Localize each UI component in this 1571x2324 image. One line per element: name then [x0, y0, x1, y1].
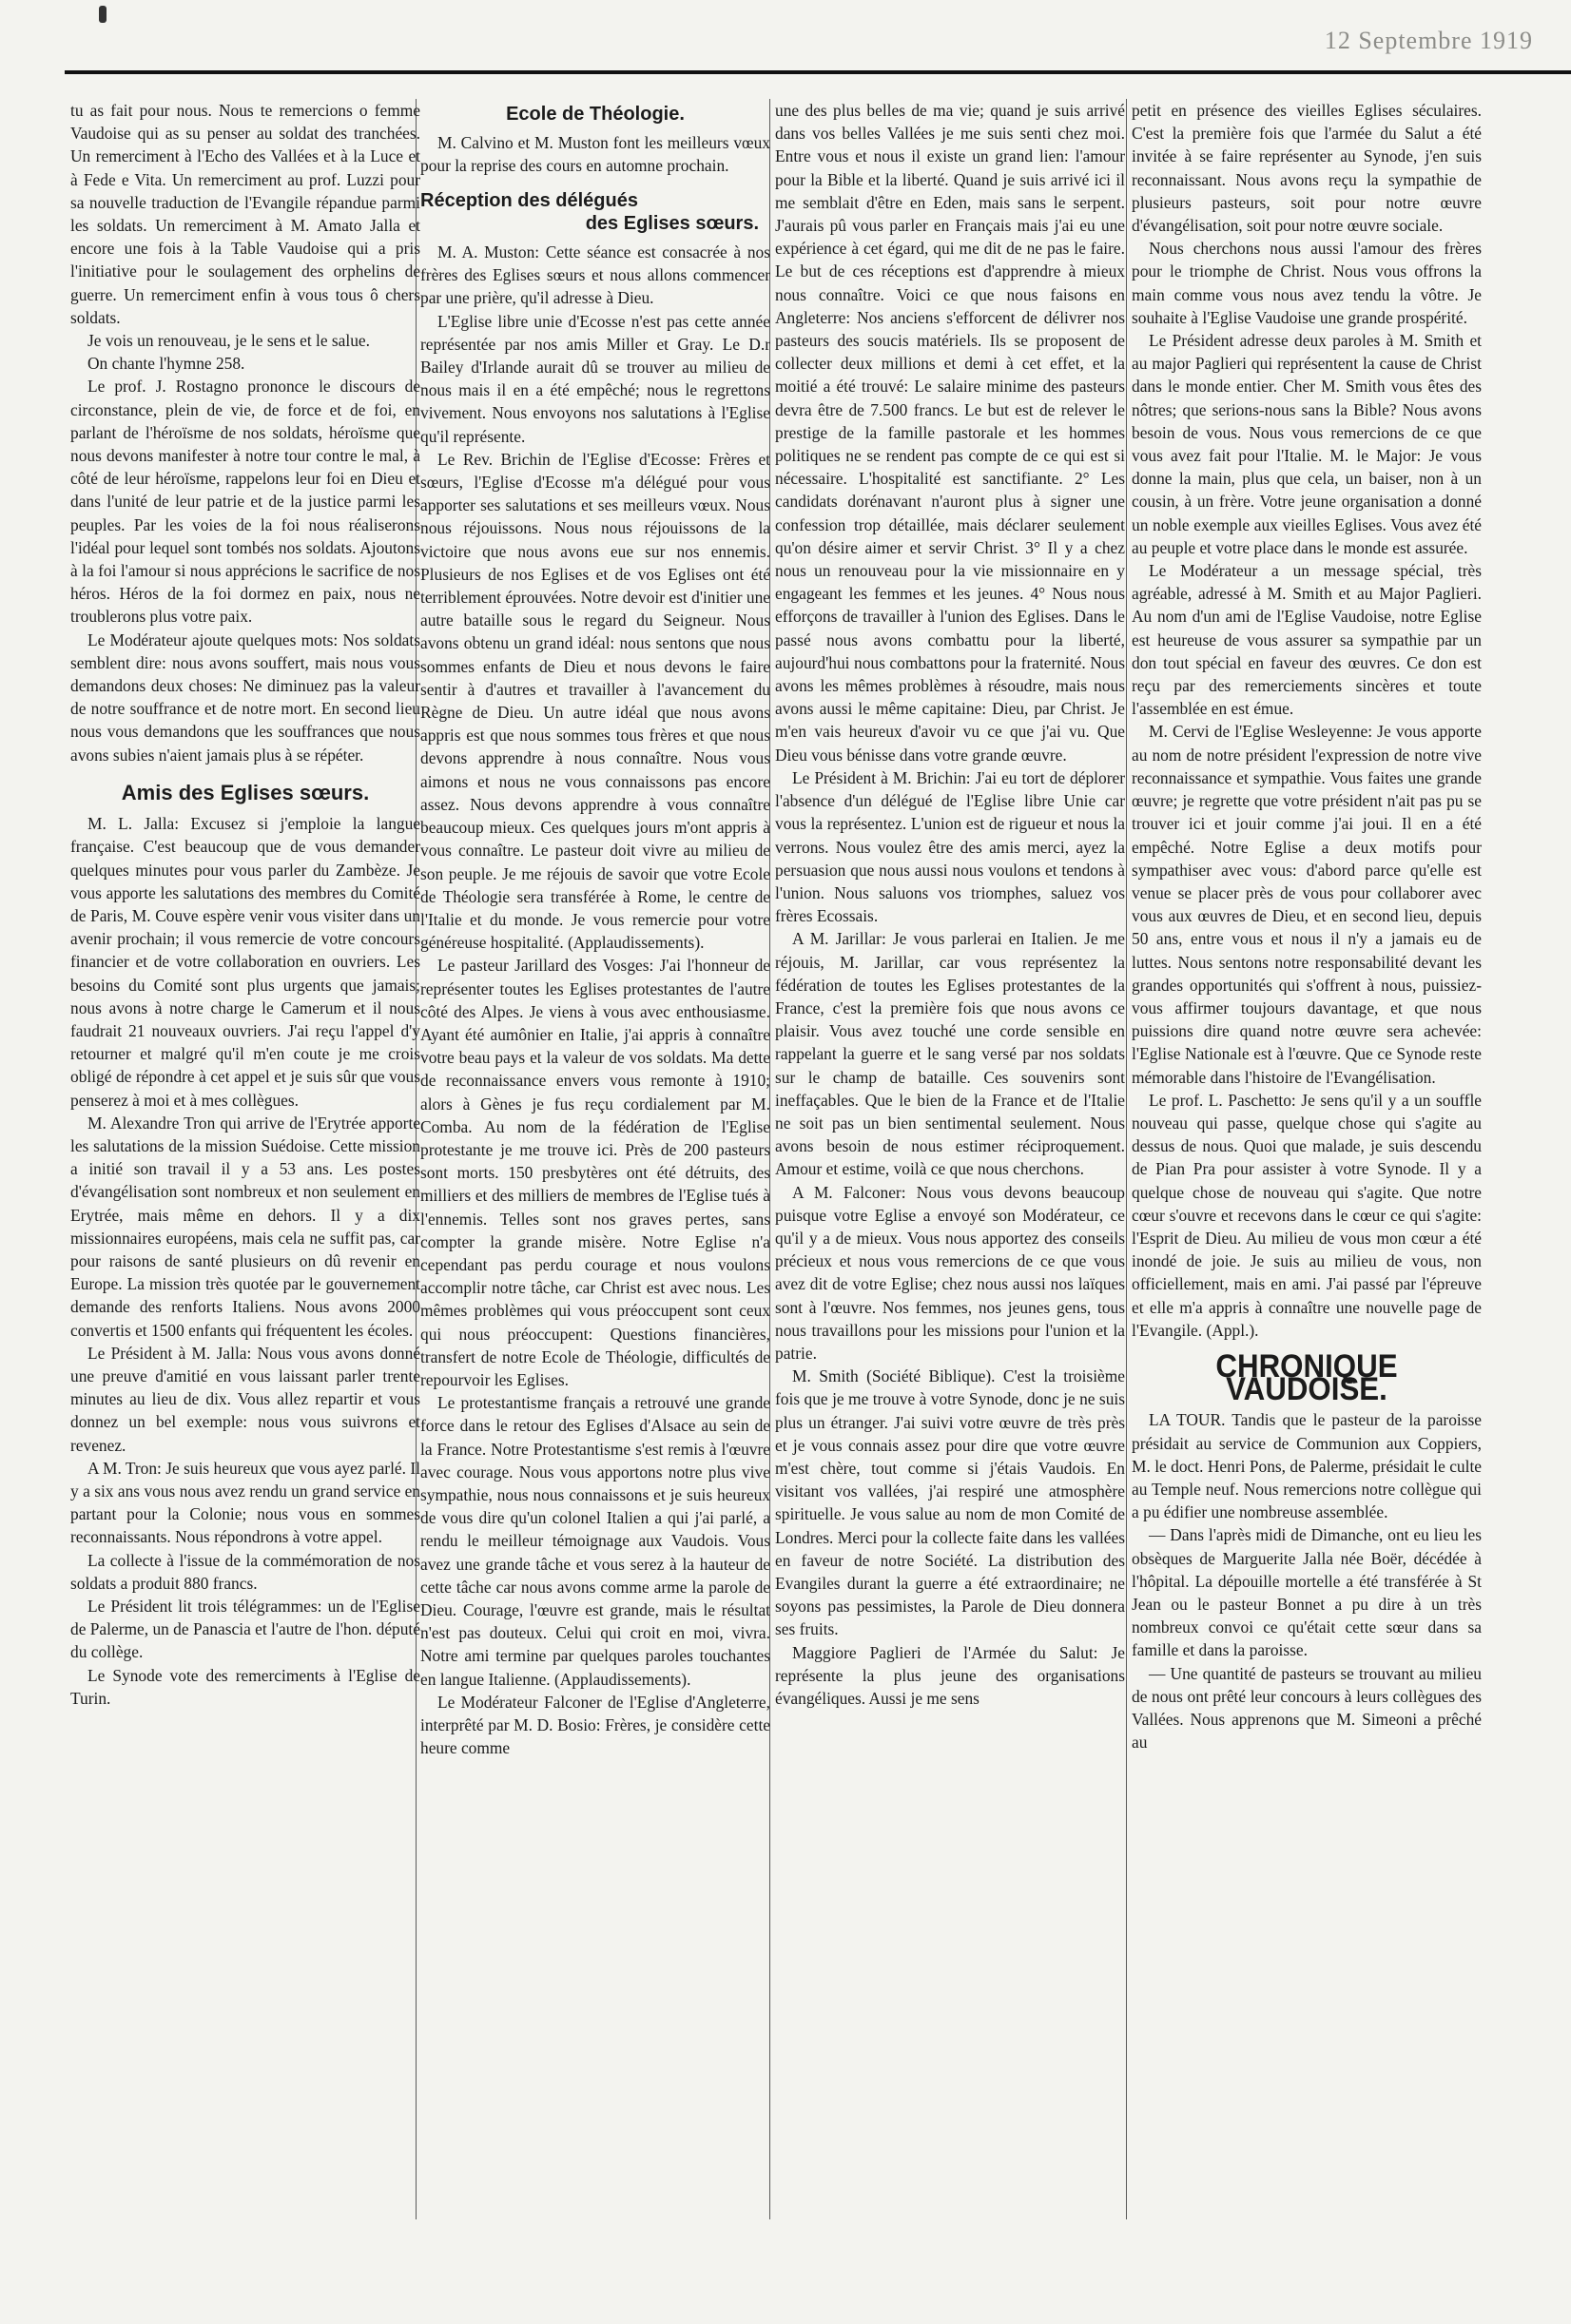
header-rule	[65, 70, 1571, 74]
paragraph: M. A. Muston: Cette séance est consacrée à nos frères des Eglises sœurs et nous allons commencer par une prière, qu'il adresse à Dieu.	[420, 242, 770, 308]
issue-date: 12 Septembre 1919	[1324, 27, 1533, 54]
paragraph: Le Président adresse deux paroles à M. Smith et au major Paglieri qui représentent la cause de Christ dans le monde entier. Cher M. Smith vous êtes des nôtres; que serions-nous sans la Bible? Nous avons besoin de vous. Nous vous remercions de ce que vous avez fait pour l'Italie. M. le Major: Je vous donne la main, plus que cela, un baiser, non à un cousin, à un frère. Votre jeune organisation a donné un noble exemple aux vieilles Eglises. Vous avez été au peuple et votre place dans le monde est assurée.	[1132, 331, 1482, 557]
section-heading: Ecole de Théologie.	[506, 104, 685, 125]
section-heading: Réception des délégués	[420, 189, 638, 211]
paragraph: A M. Jarillar: Je vous parlerai en Italien. Je me réjouis, M. Jarillar, car vous représentez la fédération de toutes les Eglises protestantes de la France, c'est la première fois que nous avons ce plaisir. Vous avez touché une corde sensible en rappelant la guerre et le sang versé par nos soldats sur le champ de bataille. Ces souvenirs sont ineffaçables. Que le bien de la France et de l'Italie ne soit pas un bien sentimental seulement. Nous avons besoin de nous estimer réciproquement. Amour et estime, voilà ce que nous cherchons.	[775, 929, 1125, 1179]
chronicle-heading: CHRONIQUE VAUDOISE.	[1215, 1347, 1398, 1408]
paragraph: Le Synode vote des remerciments à l'Eglise de Turin.	[70, 1665, 420, 1708]
paragraph: — Une quantité de pasteurs se trouvant au milieu de nous ont prêté leur concours à leurs collègues des Vallées. Nous apprenons que M. Simeoni a prêché au	[1132, 1663, 1482, 1753]
paragraph: Le Président lit trois télégrammes: un de l'Eglise de Palerme, un de Panascia et l'autre de l'hon. député du collège.	[70, 1597, 420, 1662]
paragraph: Le Rev. Brichin de l'Eglise d'Ecosse: Frères et sœurs, l'Eglise d'Ecosse m'a délégué pour vous apporter ses salutations et ses meilleurs vœux. Nous nous réjouissons. Nous nous réjouissons de la victoire que nous avons eue sur nos ennemis. Plusieurs de nos Eglises et de vos Eglises ont été terriblement éprouvées. Notre devoir est d'initier une autre bataille sous le regard du Seigneur. Nous avons obtenu un grand idéal: nous sentons que nous sommes enfants de Dieu et nous devons le faire sentir à d'autres et travailler à l'avancement du Règne de Dieu. Un autre idéal que nous avons appris est que nous sommes tous frères et que nous devons apprendre à nous connaître. Nous vous aimons et nous ne vous connaissons pas encore assez. Nous devons apprendre à vous connaître beaucoup mieux. Ces quelques jours m'ont appris à vous connaître. Le pasteur doit vivre au milieu de son peuple. Je me réjouis de savoir que votre Ecole de Théologie sera transférée à Rome, le centre de l'Italie et du monde. Je vous remercie pour votre généreuse hospitalité. (Applaudissements).	[420, 449, 770, 953]
paragraph: Je vois un renouveau, je le sens et le salue.	[87, 331, 370, 351]
section-heading: Amis des Eglises sœurs.	[121, 780, 370, 804]
column-3	[775, 99, 1125, 2219]
column-divider	[1126, 99, 1127, 2219]
paragraph: Le Modérateur Falconer de l'Eglise d'Angleterre, interprêté par M. D. Bosio: Frères, je considère cette heure comme	[420, 1692, 770, 1758]
paragraph: petit en présence des vieilles Eglises séculaires. C'est la première fois que l'armée du Salut a été invitée à se faire représenter au Synode, j'en suis reconnaissant. Nous avons reçu la sympathie de plusieurs pasteurs, soit pour notre œuvre d'évangélisation, soit pour notre œuvre sociale.	[1132, 101, 1482, 236]
paragraph: LA TOUR. Tandis que le pasteur de la paroisse présidait au service de Communion aux Coppiers, M. le doct. Henri Pons, de Palerme, présidait le culte au Temple neuf. Nous remercions notre collègue qui a pu édifier une nombreuse assemblée.	[1132, 1410, 1482, 1522]
paragraph: M. Alexandre Tron qui arrive de l'Erytrée apporte les salutations de la mission Suédoise. Cette mission a initié son travail il y a 53 ans. Les postes d'évangélisation sont nombreux et non seulement en Erytrée, mais même en dehors. Il y a dix missionnaires européens, mais cela ne suffit pas, car pour raisons de santé plusieurs on dû revenir en Europe. La mission très quotée par le gouvernement demande des renforts Italiens. Nous avons 2000 convertis et 1500 enfants qui fréquentent les écoles.	[70, 1113, 420, 1340]
paragraph: Le pasteur Jarillard des Vosges: J'ai l'honneur de représenter toutes les Eglises protestantes de l'autre côté des Alpes. Je viens à vous avec enthousiasme. Ayant été aumônier en Italie, j'ai appris à connaître votre beau pays et la valeur de vos soldats. Ma dette de reconnaissance envers vous remonte à 1910; alors à Gènes je fus reçu cordialement par M. Comba. Au nom de la fédération de l'Eglise protestante je me trouve ici. Près de 200 pasteurs sont morts. 150 presbytères ont été détruits, des milliers et des milliers de membres de l'Eglise tués à l'ennemis. Telles sont nos graves pertes, sans compter la grande misère. Notre Eglise n'a cependant pas perdu courage et nous voulons accomplir notre tâche, car Christ est avec nous. Les mêmes problèmes qui vous préoccupent sont ceux qui nous préoccupent: Questions financières, transfert de notre Ecole de Théologie, difficultés de repourvoir les Eglises.	[420, 956, 770, 1389]
scan-speck	[99, 6, 107, 23]
paragraph: M. Smith (Société Biblique). C'est la troisième fois que je me trouve à votre Synode, donc je ne suis plus un étranger. J'ai suivi votre œuvre de très près et je vous connais assez pour dire que votre œuvre m'est chère, tout comme si j'étais Vaudois. En visitant vos vallées, j'ai respiré une atmosphère spirituelle. Je vous salue au nom de mon Comité de Londres. Merci pour la collecte faite dans les vallées en faveur de notre Société. La distribution des Evangiles durant la guerre a été extraordinaire; ne soyons pas pessimistes, la Parole de Dieu donnera ses fruits.	[775, 1366, 1125, 1639]
paragraph: — Dans l'après midi de Dimanche, ont eu lieu les obsèques de Marguerite Jalla née Boër, décédée à l'hôpital. La dépouille mortelle a été transférée à St Jean ou le pasteur Bonnet a pu dire à un très nombreux convoi ce qu'était cette sœur dans sa famille et dans la paroisse.	[1132, 1525, 1482, 1660]
column-1	[70, 99, 420, 2219]
paragraph: Le Président à M. Jalla: Nous vous avons donné une preuve d'amitié en vous laissant parler trente minutes au lieu de dix. Vous allez repartir et vous donnez un bel exemple: nous vous suivrons et revenez.	[70, 1343, 420, 1455]
paragraph: Le Modérateur ajoute quelques mots: Nos soldats semblent dire: nous avons souffert, mais nous vous demandons deux choses: Ne diminuez pas la valeur de notre souffrance et de notre mort. En second lieu nous vous demandons que les souffrances que nous avons subies n'aient jamais plus à se répéter.	[70, 629, 420, 765]
paragraph: tu as fait pour nous. Nous te remercions o femme Vaudoise qui as su penser au soldat des tranchées. Un remerciment à l'Echo des Vallées et à la Luce et à Fede e Vita. Un remerciment au prof. Luzzi pour sa nouvelle traduction de l'Evangile répandue parmi les soldats. Un remerciment à M. Amato Jalla et encore une fois à la Table Vaudoise qui a pris l'initiative pour le soulagement des orphelins de guerre. Un remerciment enfin à vous tous ô chers soldats.	[70, 101, 420, 327]
section-subheading: des Eglises sœurs.	[585, 212, 759, 234]
paragraph: Le Président à M. Brichin: J'ai eu tort de déplorer l'absence d'un délégué de l'Eglise libre Unie car vous la représentez. L'union est de rigueur et nous la verrons. Nous voulez être des amis merci, ayez la persuasion que nous aussi nous voulons et tendons à l'union. Nous saluons vos triomphes, saluez vos frères Ecossais.	[775, 767, 1125, 926]
paragraph: une des plus belles de ma vie; quand je suis arrivé dans vos belles Vallées je me suis senti chez moi. Entre vous et nous il existe un grand lien: l'amour pour la Bible et la liberté. Quand je suis arrivé ici il me semblait d'être en Eden, mais sans le serpent. J'aurais pû vous parler en Français mais j'ai eu une expérience à cet égard, qui me dit de ne pas le faire. Le but de ces réceptions est d'apprendre à mieux nous connaître. Voici ce que nous faisons en Angleterre: Nos anciens s'efforcent de délivrer nos pasteurs des soucis matériels. Ils se proposent de collecter deux millions et demi à cet effet, et la moitié a été trouvé: Le salaire minime des pasteurs devra être de 7.500 francs. Le but est de relever le prestige de la famille pastorale et les hommes politiques ne se rendent pas compte de ce qui est si nécessaire. L'hospitalité est sanctifiante. 2° Les candidats dorénavant n'auront plus à signer une confession trop détaillée, mais déclarer seulement qu'on désire aimer et servir Christ. 3° Il y a chez nous un renouveau pour la vie missionnaire en y engageant les femmes et les jeunes. 4° Nous nous efforçons de travailler à l'union des Eglises. Dans le passé nous avons combattu pour la liberté, aujourd'hui nous combattons pour la fraternité. Nous avons les mêmes problèmes à résoudre, mais nous avons aussi le même capitaine: Dieu, par Christ. Je m'en vais heureux d'avoir vu ce que j'ai vu. Que Dieu vous bénisse dans votre grande œuvre.	[775, 101, 1125, 765]
paragraph: Le prof. L. Paschetto: Je sens qu'il y a un souffle nouveau qui passe, quelque chose qui s'agite au dessus de nous. Quoi que malade, je suis descendu de Pian Pra pour assister à votre Synode. Il y a quelque chose de nouveau qui s'agite. Que notre cœur s'ouvre et recevons dans le cœur ce qui s'agite: l'Esprit de Dieu. Au milieu de vous mon cœur a été inondé de joie. Je suis au milieu de vous, non officiellement, mais en ami. J'ai passé par l'épreuve et elle m'a appris à connaître une nouvelle page de l'Evangile. (Appl.).	[1132, 1090, 1482, 1340]
paragraph: Maggiore Paglieri de l'Armée du Salut: Je représente la plus jeune des organisations évangéliques. Aussi je me sens	[775, 1642, 1125, 1709]
article-columns	[0, 99, 1571, 2229]
paragraph: La collecte à l'issue de la commémoration de nos soldats a produit 880 francs.	[70, 1550, 420, 1593]
paragraph: M. Calvino et M. Muston font les meilleurs vœux pour la reprise des cours en automne prochain.	[420, 133, 770, 176]
paragraph: Le protestantisme français a retrouvé une grande force dans le retour des Eglises d'Alsace au sein de la France. Notre Protestantisme s'est remis à l'œuvre avec courage. Nous vous apportons notre plus vive sympathie, nous nous connaissons et je suis heureux de vous dire qu'un colonel Italien a qui j'ai parlé, a rendu le meilleur témoignage aux Vaudois. Vous avez une grande tâche et vous serez à la hauteur de cette tâche car nous avons comme arme la parole de Dieu. Courage, l'œuvre est grande, mais le résultat n'est pas douteux. Celui qui croit en moi, vivra. Notre ami termine par quelques paroles touchantes en langue Italienne. (Applaudissements).	[420, 1393, 770, 1689]
paragraph: M. Cervi de l'Eglise Wesleyenne: Je vous apporte au nom de notre président l'expression de notre vive reconnaissance et sympathie. Vous faites une grande œuvre; je regrette que votre président n'ait pas pu se trouver ici et jouir comme j'ai joui. Il en a été empêché. Notre Eglise a deux motifs pour sympathiser avec vous: d'abord parce qu'elle est venue se placer près de vous pour collaborer avec vous aux œuvres de Dieu, et en second lieu, depuis 50 ans, entre vous et nous il n'y a jamais eu de luttes. Nous sentons notre responsabilité devant les grandes opportunités qui s'offrent à nous, puissiez-vous affirmer toujours davantage, et que nous puissions dire quand notre œuvre sera achevée: l'Eglise Nationale est à l'œuvre. Que ce Synode reste mémorable dans l'histoire de l'Evangélisation.	[1132, 722, 1482, 1087]
paragraph: Le Modérateur a un message spécial, très agréable, adressé à M. Smith et au Major Paglieri. Au nom d'un ami de l'Eglise Vaudoise, notre Eglise est heureuse de vous assurer sa sympathie par un don tout spécial en faveur des œuvres. Ce don est reçu par des remerciements sincères et toute l'assemblée en est émue.	[1132, 561, 1482, 719]
masthead	[57, 27, 1571, 74]
paragraph: L'Eglise libre unie d'Ecosse n'est pas cette année représentée par nos amis Miller et Gray. Le D.r Bailey d'Irlande aurait dû se trouver au milieu de nous mais il en a été empêché; nous le regrettons vivement. Nous envoyons nos salutations à l'Eglise qu'il représente.	[420, 311, 770, 446]
paragraph: M. L. Jalla: Excusez si j'emploie la langue française. C'est beaucoup que de vous demander quelques minutes pour vous parler du Zambèze. Je vous apporte les salutations des membres du Comité de Paris, M. Couve espère venir vous visiter dans un avenir prochain; il vous remercie de votre concours financier et de votre collaboration en ouvriers. Les besoins du Comité sont plus urgents que jamais; nous avons à notre charge le Camerum et il nous faudrait 21 nouveaux ouvriers. J'ai reçu l'appel d'y retourner et malgré qu'il m'en coute je me crois obligé de répondre à cet appel et je suis sûr que vous penserez à moi et à mes collègues.	[70, 814, 420, 1110]
paragraph: Nous cherchons nous aussi l'amour des frères pour le triomphe de Christ. Nous vous offrons la main comme vous nous avez tendu la vôtre. Je souhaite à l'Eglise Vaudoise une grande prospérité.	[1132, 239, 1482, 327]
paragraph: Le prof. J. Rostagno prononce le discours de circonstance, plein de vie, de force et de foi, en parlant de l'héroïsme de nos soldats, héroïsme que nous devons manifester à notre tour contre le mal, à côté de leur héroïsme, rappelons leur foi en Dieu et dans l'unité de leur patrie et de la justice parmi les peuples. Par les voies de la foi nous réaliserons l'idéal pour lequel sont tombés nos soldats. Ajoutons à la foi l'amour si nous apprécions le sacrifice de nos héros. Héros de la foi dormez en paix, nous ne troublerons plus votre paix.	[70, 377, 420, 627]
paragraph: On chante l'hymne 258.	[87, 354, 245, 374]
column-2	[420, 99, 770, 2219]
column-4	[1132, 99, 1482, 2219]
paragraph: A M. Tron: Je suis heureux que vous ayez parlé. Il y a six ans vous nous avez rendu un grand service en partant pour la Colonie; nous vous en sommes reconnaissants. Nous répondrons à votre appel.	[70, 1458, 420, 1547]
paragraph: A M. Falconer: Nous vous devons beaucoup puisque votre Eglise a envoyé son Modérateur, ce qu'il y a de mieux. Vous nous apportez des conseils précieux et nous vous remercions de ce que vous avez dit de votre Eglise; chez nous aussi nos laïques sont à l'œuvre. Nos femmes, nos jeunes gens, tous nous travaillons pour les missions pour l'union et la patrie.	[775, 1182, 1125, 1363]
